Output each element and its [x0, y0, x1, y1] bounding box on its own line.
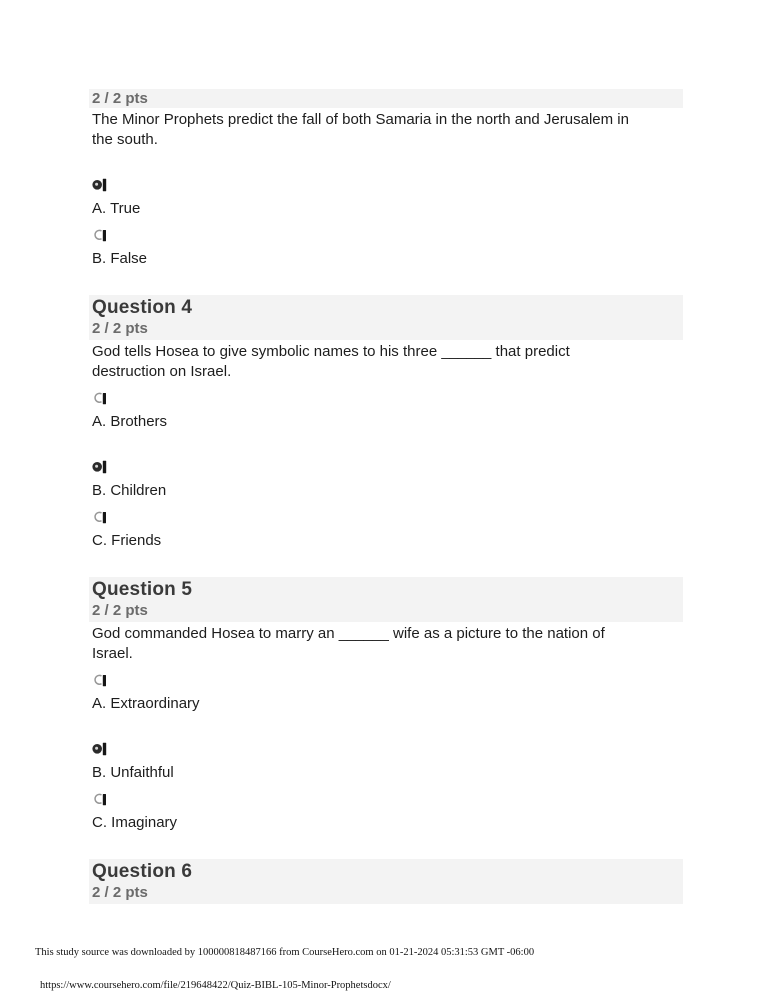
- question-text-line: God commanded Hosea to marry an ______ wife as a picture to the nation of: [92, 625, 605, 642]
- option-label: C. Imaginary: [92, 814, 178, 831]
- question-title: Question 4: [92, 297, 193, 318]
- answer-option[interactable]: [92, 459, 683, 501]
- radio-unselected-icon[interactable]: [92, 390, 683, 405]
- question-header: [89, 859, 683, 904]
- radio-selected-icon[interactable]: [92, 459, 683, 474]
- answer-option[interactable]: [92, 672, 683, 714]
- points-label: 2 / 2 pts: [92, 90, 148, 107]
- option-label: A. Brothers: [92, 413, 168, 430]
- answer-option[interactable]: [92, 227, 683, 269]
- question-title: Question 6: [92, 861, 193, 882]
- points-label: 2 / 2 pts: [92, 884, 148, 901]
- question-text-line: destruction on Israel.: [92, 363, 232, 380]
- option-label: C. Friends: [92, 532, 162, 549]
- radio-unselected-icon[interactable]: [92, 227, 683, 242]
- option-label: A. Extraordinary: [92, 695, 200, 712]
- question-text: [92, 110, 683, 150]
- option-label: A. True: [92, 200, 141, 217]
- question-block-3: [89, 89, 683, 269]
- option-label: B. Unfaithful: [92, 764, 174, 781]
- radio-unselected-icon[interactable]: [92, 509, 683, 524]
- question-text-line: The Minor Prophets predict the fall of both Samaria in the north and Jerusalem in: [92, 111, 629, 128]
- question-header: [89, 295, 683, 340]
- question-text-line: God tells Hosea to give symbolic names to his three ______ that predict: [92, 343, 570, 360]
- question-title: Question 5: [92, 579, 193, 600]
- answer-option[interactable]: [92, 509, 683, 551]
- radio-selected-icon[interactable]: [92, 177, 683, 192]
- radio-selected-icon[interactable]: [92, 741, 683, 756]
- question-block-5: [89, 577, 683, 833]
- points-label: 2 / 2 pts: [92, 602, 148, 619]
- question-block-4: [89, 295, 683, 551]
- answer-option[interactable]: [92, 177, 683, 219]
- answer-option[interactable]: [92, 791, 683, 833]
- option-label: B. Children: [92, 482, 167, 499]
- radio-unselected-icon[interactable]: [92, 672, 683, 687]
- radio-unselected-icon[interactable]: [92, 791, 683, 806]
- question-block-6: [89, 859, 683, 904]
- question-text: [92, 624, 683, 664]
- points-label: 2 / 2 pts: [92, 320, 148, 337]
- source-url-link[interactable]: https://www.coursehero.com/file/219648422/Quiz-BIBL-105-Minor-Prophetsdocx/: [40, 980, 391, 991]
- download-attribution-note: This study source was downloaded by 100000818487166 from CourseHero.com on 01-21-2024 05:31:53 GMT -06:00: [35, 947, 535, 958]
- question-text-line: Israel.: [92, 645, 133, 662]
- option-label: B. False: [92, 250, 148, 267]
- question-text: [92, 342, 683, 382]
- question-header: [89, 577, 683, 622]
- answer-option[interactable]: [92, 390, 683, 432]
- points-bar: [89, 89, 683, 108]
- question-text-line: the south.: [92, 131, 158, 148]
- answer-option[interactable]: [92, 741, 683, 783]
- quiz-content: [89, 89, 683, 904]
